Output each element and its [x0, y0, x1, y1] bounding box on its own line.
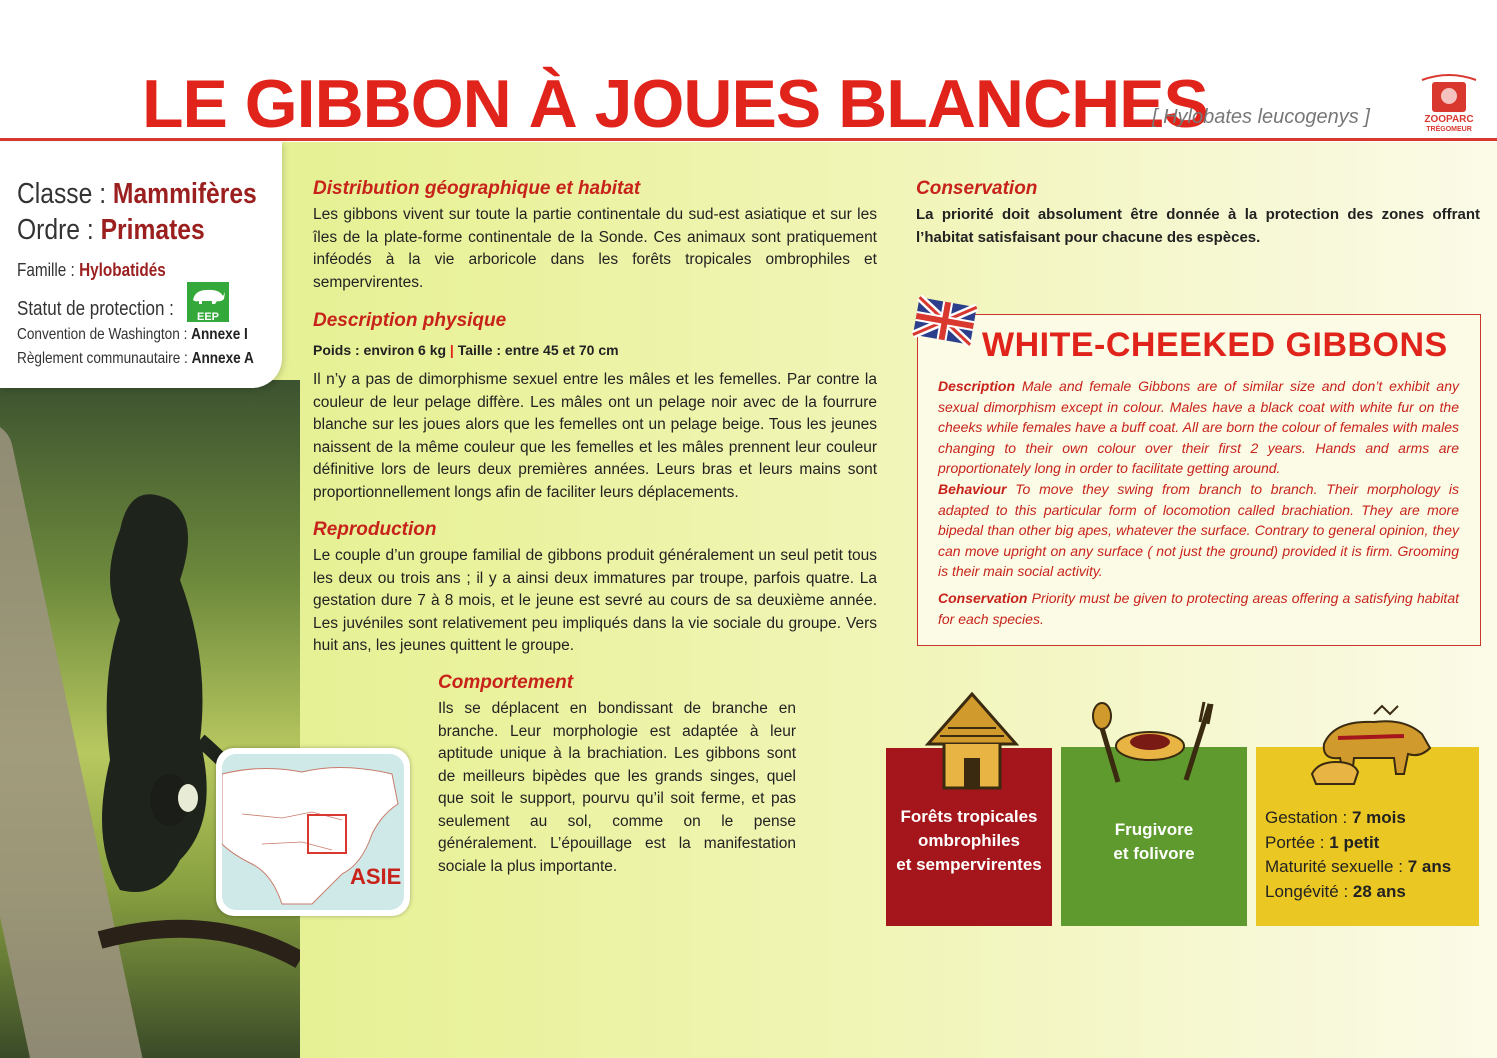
english-conservation-text: Priority must be given to protecting areas offering a satisfying habitat for each species.: [938, 590, 1459, 627]
famille-value: Hylobatidés: [79, 260, 166, 280]
longevite-label: Longévité :: [1265, 881, 1353, 901]
ordre-line: [17, 214, 205, 247]
washington-label: Convention de Washington :: [17, 326, 192, 343]
description-heading: Description physique: [313, 310, 507, 331]
english-description-text: Male and female Gibbons are of similar size and don’t exhibit any sexual dimorphism except in colour. Males have a black coat with white fur on the cheeks while females have a buff coat. All are born the colour of females with males changing to their own colour over their first 2 years. Hands and arms are proportionately long in order to facilitate getting around.: [938, 378, 1459, 476]
maturite-label: Maturité sexuelle :: [1265, 857, 1408, 876]
maturite-line: [1265, 855, 1451, 880]
gibbon-photo: [0, 380, 300, 1058]
svg-text:TRÉGOMEUR: TRÉGOMEUR: [1426, 126, 1472, 133]
animal-family-icon: [1304, 704, 1436, 788]
diet-text: [1061, 818, 1247, 866]
statut-label: Statut de protection :: [17, 298, 174, 320]
famille-label: Famille :: [17, 260, 80, 280]
english-description-label: Description: [938, 378, 1016, 394]
longevite-line: [1265, 880, 1451, 905]
diet-line-2: et folivore: [1113, 844, 1195, 863]
reglement-line: [17, 350, 254, 368]
svg-text:ZOOPARC: ZOOPARC: [1424, 114, 1474, 125]
eep-badge: [187, 282, 229, 322]
reproduction-heading: Reproduction: [313, 519, 437, 540]
zooparc-logo: [1414, 74, 1484, 134]
page-title: LE GIBBON À JOUES BLANCHES: [142, 66, 1208, 142]
habitat-line-3: et sempervirentes: [896, 855, 1042, 874]
portee-label: Portée :: [1265, 832, 1330, 852]
english-description: [938, 376, 1459, 479]
size-line: [313, 342, 619, 358]
hut-icon: [924, 692, 1020, 792]
comportement-heading: Comportement: [438, 672, 574, 693]
range-marker: [307, 814, 347, 854]
taxonomy-card: [0, 142, 282, 388]
conservation-text: La priorité doit absolument être donnée à la protection des zones offrant l’habitat satisfaisant pour chacune des espèces.: [916, 206, 1480, 246]
ordre-label: Ordre :: [17, 214, 101, 246]
diet-line-1: Frugivore: [1114, 820, 1194, 839]
portee-value: 1 petit: [1329, 832, 1380, 852]
distribution-heading: Distribution géographique et habitat: [313, 178, 641, 199]
classe-value: Mammifères: [112, 178, 257, 210]
facts-list: [1265, 806, 1451, 904]
gestation-label: Gestation :: [1265, 808, 1352, 827]
plate-icon: [1088, 700, 1218, 786]
ordre-value: Primates: [100, 214, 205, 246]
classe-label: Classe :: [17, 178, 113, 210]
reglement-label: Règlement communautaire :: [17, 350, 192, 367]
english-title: WHITE-CHEEKED GIBBONS: [982, 326, 1448, 364]
latin-name: [ Hylobates leucogenys ]: [1152, 106, 1370, 128]
reglement-value: Annexe A: [191, 350, 254, 367]
washington-value: Annexe I: [191, 326, 248, 343]
conservation-heading: Conservation: [916, 178, 1038, 199]
english-conservation-label: Conservation: [938, 590, 1028, 606]
english-behaviour: [938, 479, 1459, 582]
uk-flag-icon: [912, 292, 978, 348]
habitat-line-1: Forêts tropicales: [900, 807, 1038, 826]
english-behaviour-text: To move they swing from branch to branch. Their morphology is adapted to this particular form of locomotion called brachiation. They are more bipedal than other big apes, whatever the surface. Contrary to general opinion, they can move upright on any surface ( not just the ground) provided it is firm. Grooming is their main social activity.: [938, 481, 1459, 579]
gestation-line: [1265, 806, 1451, 831]
portee-line: [1265, 831, 1451, 856]
comportement-text: Ils se déplacent en bondissant de branche en branche. Leur morphologie est adaptée à leur aptitude unique à la brachiation. Les gibbons sont de meilleurs bipèdes que les grands singes, quel que soit le support, pourvu qu’il soit ferme, et pas seulement au sol, comme on le pense généralement. L’épouillage est la manifestation sociale la plus importante.: [438, 700, 796, 875]
map-label: ASIE: [350, 864, 402, 889]
english-conservation: [938, 588, 1459, 629]
longevite-value: 28 ans: [1352, 881, 1406, 901]
maturite-value: 7 ans: [1407, 857, 1452, 876]
eep-label: EEP: [196, 311, 219, 323]
classe-line: [17, 178, 257, 211]
asia-map: [216, 748, 410, 916]
gibbon-silhouette: [60, 440, 300, 1000]
weight-value: Poids : environ 6 kg: [313, 342, 447, 358]
separator: |: [449, 342, 454, 358]
distribution-text: Les gibbons vivent sur toute la partie continentale du sud-est asiatique et sur les îles de la plate-forme continentale de la Sonde. Ces animaux sont pratiquement inféodés à la vie arboricole dans les forêts tropicales ombrophiles et sempervirentes.: [313, 206, 877, 291]
size-value: Taille : entre 45 et 70 cm: [457, 342, 619, 358]
habitat-line-2: ombrophiles: [917, 831, 1020, 850]
washington-line: [17, 326, 248, 344]
reproduction-text: Le couple d’un groupe familial de gibbons produit généralement un seul petit tous les deux ou trois ans ; il y a ainsi deux immatures par troupe, parfois quatre. La gestation dure 7 à 8 mois, et le jeune est sevré au cours de sa deuxième année. Les juvéniles sont relativement peu impliqués dans la vie sociale du groupe. Vers huit ans, les jeunes quittent le groupe.: [313, 547, 877, 654]
habitat-text: [886, 805, 1052, 877]
rhino-icon: [187, 282, 229, 308]
english-behaviour-label: Behaviour: [938, 481, 1007, 497]
gestation-value: 7 mois: [1351, 808, 1406, 827]
famille-line: [17, 260, 166, 281]
description-text: Il n’y a pas de dimorphisme sexuel entre les mâles et les femelles. Par contre la couleur de leur pelage diffère. Les mâles ont un pelage noir avec de la fourrure blanche sur les joues alors que les femelles ont un pelage beige. Tous les jeunes naissent de la même couleur que les femelles et les mâles prennent leur couleur définitive lors de leurs deux premières années. Leurs bras et leurs mains sont proportionnellement longs afin de faciliter leurs déplacements.: [313, 371, 877, 501]
